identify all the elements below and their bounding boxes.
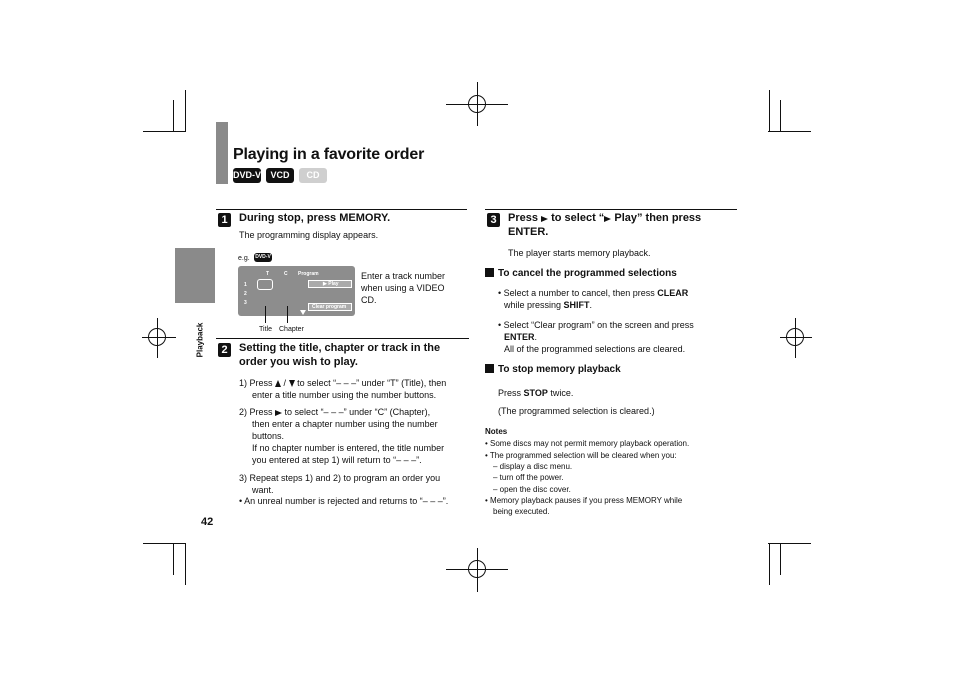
step3-heading-line2: ENTER.: [508, 226, 549, 238]
step2-number: 2: [218, 343, 231, 357]
cancel-bullet2-line1: • Select “Clear program” on the screen and press: [498, 320, 694, 330]
square-bullet-icon: [485, 364, 494, 373]
chapter-pointer: [287, 306, 288, 323]
step3-heading: Press to select “ Play” then press: [508, 212, 702, 224]
badge-dvd-v: DVD-V: [233, 168, 261, 183]
step2-heading: Setting the title, chapter or track in the order you wish to play.: [239, 342, 441, 368]
note-2b: – turn off the power.: [493, 473, 564, 482]
page-number: 42: [201, 516, 214, 528]
cancel-heading: To cancel the programmed selections: [485, 268, 677, 279]
screen-play-button: ▶ Play: [308, 280, 352, 288]
screen-entry-box: [257, 279, 273, 290]
step3-description: The player starts memory playback.: [508, 248, 651, 258]
stop-line: Press STOP twice.: [498, 388, 574, 398]
right-arrow-icon: [275, 410, 282, 416]
chapter-label: Chapter: [279, 326, 304, 333]
step2-item2-line3: buttons.: [252, 431, 285, 441]
play-arrow-icon: [604, 216, 611, 222]
note-2: • The programmed selection will be cleared when you:: [485, 451, 677, 460]
step2-item1-line2: enter a title number using the number buttons.: [252, 390, 437, 400]
note-2a: – display a disc menu.: [493, 462, 573, 471]
step2-item2-line4: If no chapter number is entered, the title number: [252, 443, 445, 453]
step2-item3-line1: 3) Repeat steps 1) and 2) to program an order you: [239, 473, 441, 483]
title-label: Title: [259, 326, 272, 333]
title-bar-accent: [216, 122, 228, 184]
step2-item2-line5: you entered at step 1) will return to “– – –”.: [252, 455, 422, 465]
screen-clear-program-button: Clear program: [308, 303, 352, 311]
screen-row: 1: [244, 282, 247, 288]
screen-col-title: T: [266, 271, 270, 277]
badge-vcd: VCD: [266, 168, 294, 183]
cancel-bullet1-line2: while pressing SHIFT.: [504, 300, 593, 310]
note-2c: – open the disc cover.: [493, 485, 571, 494]
square-bullet-icon: [485, 268, 494, 277]
eg-label: e.g.: [238, 255, 250, 262]
badge-cd: CD: [299, 168, 327, 183]
cancel-bullet2-line2: ENTER.: [504, 332, 538, 342]
step1-rule: [216, 209, 467, 210]
cancel-bullet1-line1: • Select a number to cancel, then press CLEAR: [498, 288, 689, 298]
step3-number: 3: [487, 213, 500, 227]
note-1: • Some discs may not permit memory playback operation.: [485, 439, 690, 448]
page-title: Playing in a favorite order: [233, 146, 425, 163]
notes-heading: Notes: [485, 427, 508, 436]
down-arrow-icon: [289, 380, 295, 387]
note-3b: being executed.: [493, 507, 550, 516]
screen-row: 2: [244, 291, 247, 297]
step2-item2-line2: then enter a chapter number using the number: [252, 419, 438, 429]
programming-display: [238, 266, 355, 316]
step1-description: The programming display appears.: [239, 230, 379, 240]
step2-bullet: • An unreal number is rejected and returns to “– – –”.: [239, 496, 449, 506]
step1-number: 1: [218, 213, 231, 227]
step3-rule: [485, 209, 737, 210]
vcd-callout: Enter a track number when using a VIDEO CD.: [361, 271, 446, 305]
note-3: • Memory playback pauses if you press MEMORY while: [485, 496, 683, 505]
up-arrow-icon: [275, 380, 281, 387]
eg-badge: DVD-V: [255, 254, 271, 260]
step2-item2-line1: 2) Press to select “– – –” under “C” (Chapter),: [239, 407, 431, 417]
step2-item3-line2: want.: [252, 485, 274, 495]
screen-down-arrow-icon: [300, 310, 306, 315]
stop-note: (The programmed selection is cleared.): [498, 406, 655, 416]
step1-heading: During stop, press MEMORY.: [239, 212, 391, 224]
right-arrow-icon: [541, 216, 548, 222]
screen-row: 3: [244, 300, 247, 306]
cancel-bullet2-line3: All of the programmed selections are cleared.: [504, 344, 686, 354]
step2-item1-line1: 1) Press / to select “– – –” under “T” (Title), then: [239, 378, 447, 388]
screen-program-label: Program: [298, 271, 319, 277]
step2-rule: [216, 338, 469, 339]
title-pointer: [265, 306, 266, 323]
stop-heading: To stop memory playback: [485, 364, 621, 375]
screen-col-chapter: C: [284, 271, 288, 277]
section-label: Playback: [195, 322, 205, 358]
section-tab: [175, 248, 215, 303]
